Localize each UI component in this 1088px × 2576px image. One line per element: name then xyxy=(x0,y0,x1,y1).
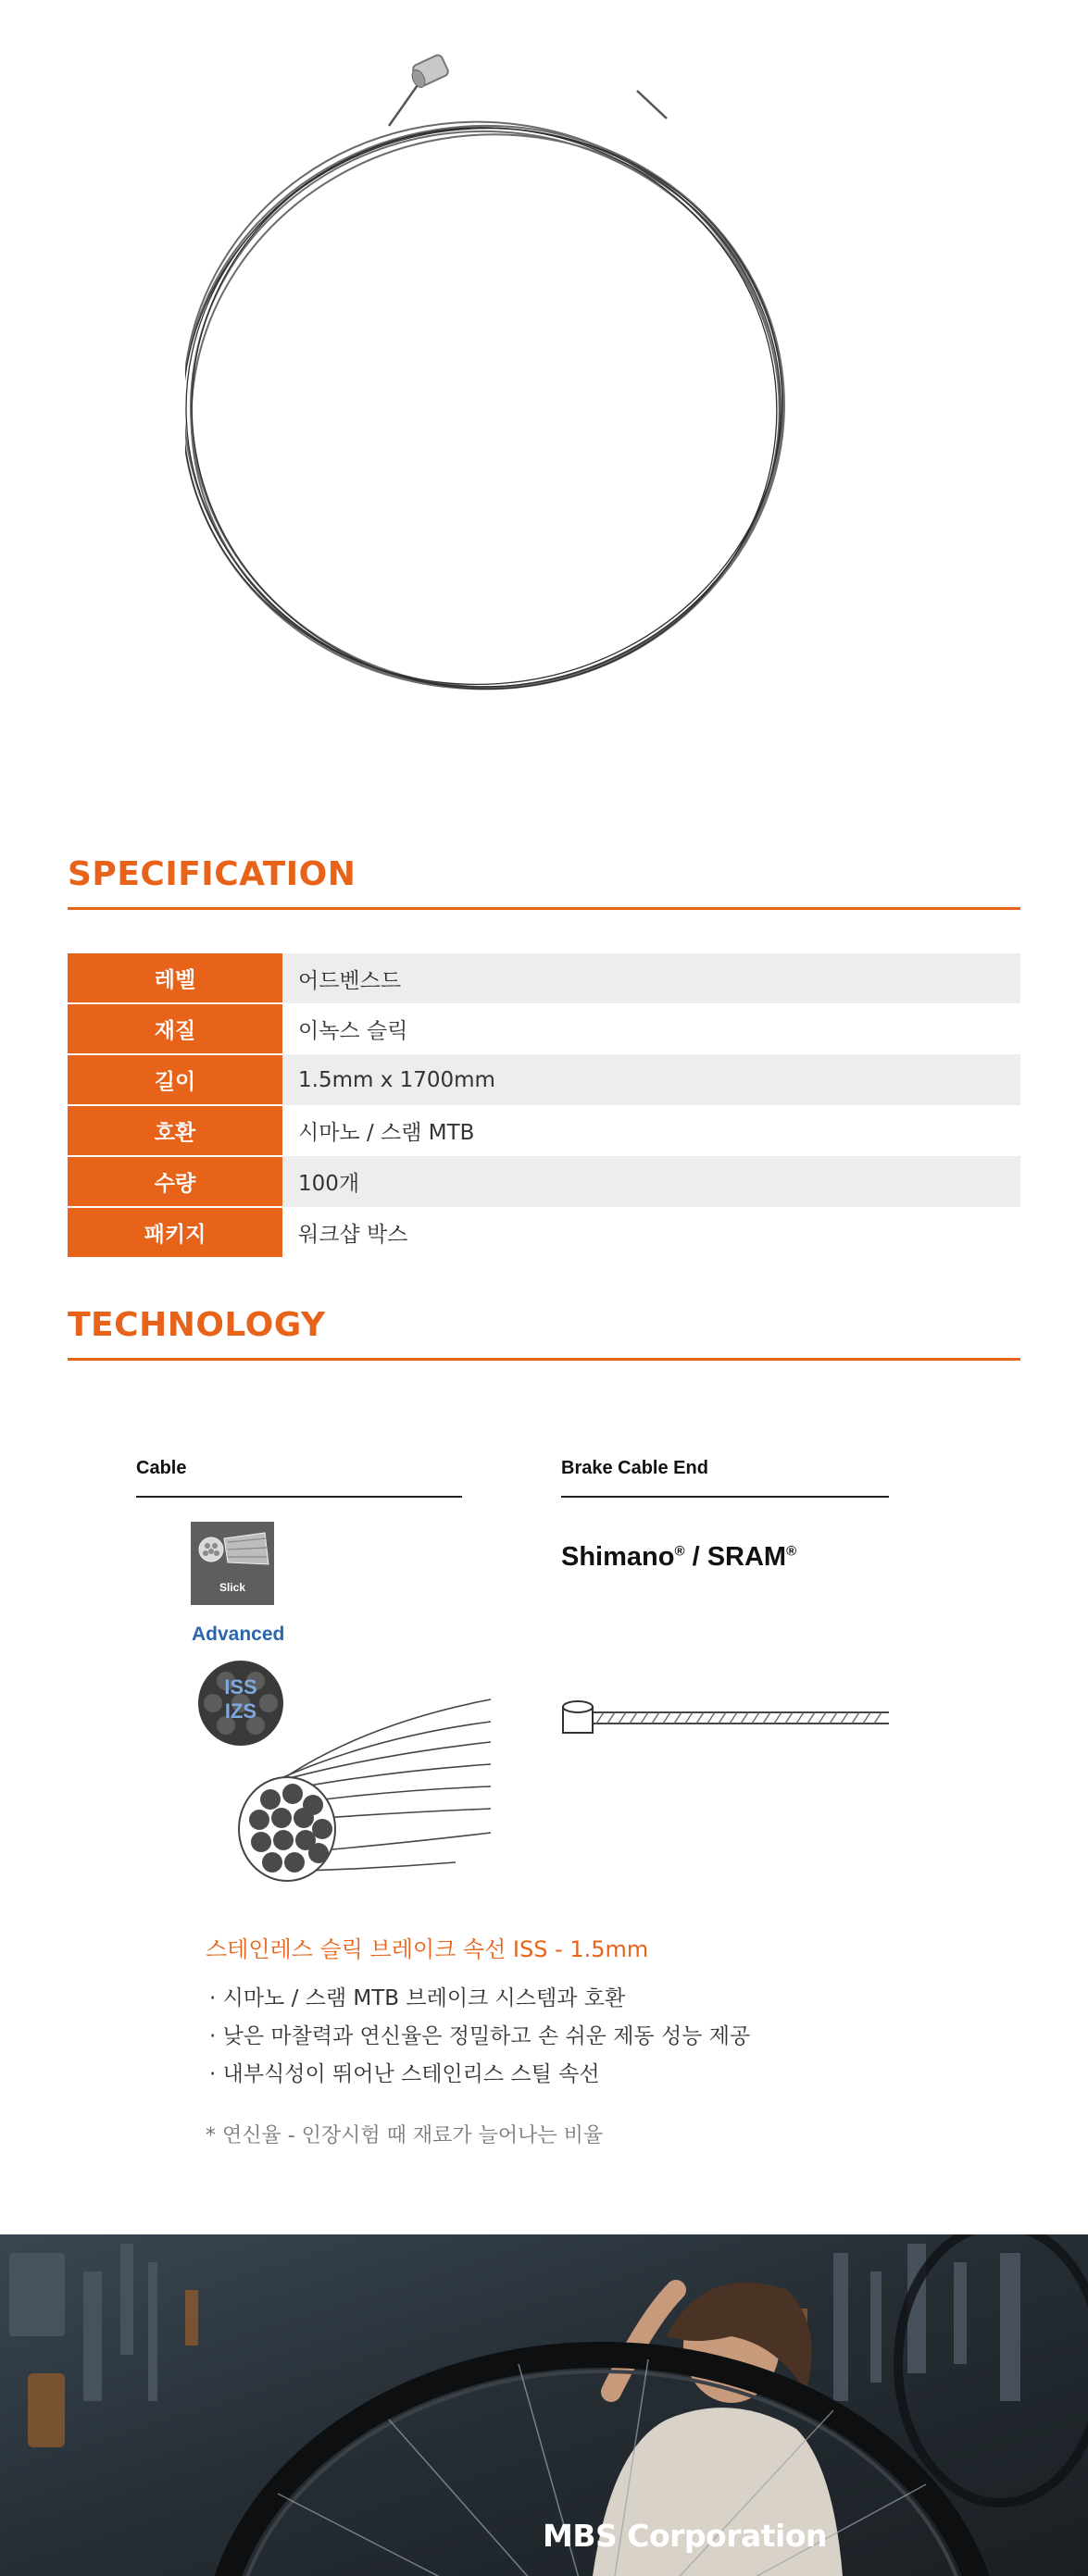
table-row xyxy=(68,953,1020,1003)
spec-label: 레벨 xyxy=(68,953,282,1003)
brand-shimano: Shimano xyxy=(561,1542,675,1572)
registered-mark: ® xyxy=(786,1543,797,1560)
table-row xyxy=(68,1054,1020,1105)
spec-value: 어드벤스드 xyxy=(282,953,1020,1003)
specification-divider xyxy=(68,907,1020,910)
registered-mark: ® xyxy=(674,1543,685,1560)
slick-badge-label: Slick xyxy=(219,1581,246,1594)
table-row xyxy=(68,1003,1020,1054)
spec-value: 워크샵 박스 xyxy=(282,1207,1020,1258)
specification-heading: SPECIFICATION xyxy=(68,855,356,893)
spec-value: 100개 xyxy=(282,1156,1020,1207)
table-row xyxy=(68,1207,1020,1258)
cable-end-barrel-icon xyxy=(409,54,449,90)
spec-label: 길이 xyxy=(68,1054,282,1105)
spec-value: 1.5mm x 1700mm xyxy=(282,1054,1020,1105)
spec-label: 호환 xyxy=(68,1105,282,1156)
slick-badge xyxy=(191,1522,274,1605)
footnote: * 연신율 - 인장시험 때 재료가 늘어나는 비율 xyxy=(206,2124,604,2147)
compatible-brands xyxy=(561,1542,796,1573)
iss-badge-bottom: IZS xyxy=(224,1699,257,1723)
list-item: · 낮은 마찰력과 연신율은 정밀하고 손 쉬운 제동 성능 제공 xyxy=(209,2024,751,2048)
cable-end-column-title: Brake Cable End xyxy=(561,1458,708,1478)
product-headline: 스테인레스 슬릭 브레이크 속선 ISS - 1.5mm xyxy=(206,1936,649,1962)
table-row xyxy=(68,1105,1020,1156)
technology-heading: TECHNOLOGY xyxy=(68,1306,326,1344)
table-row xyxy=(68,1156,1020,1207)
brand-separator: / xyxy=(684,1542,707,1572)
spec-value: 시마노 / 스램 MTB xyxy=(282,1105,1020,1156)
spec-label: 재질 xyxy=(68,1003,282,1054)
slick-cable-icon xyxy=(191,1522,274,1577)
cable-column-divider xyxy=(136,1496,462,1498)
spec-label: 수량 xyxy=(68,1156,282,1207)
list-item: · 시마노 / 스램 MTB 브레이크 시스템과 호환 xyxy=(209,1986,626,2010)
cable-end-column-divider xyxy=(561,1496,889,1498)
technology-divider xyxy=(68,1358,1020,1361)
feature-list xyxy=(209,1981,750,2095)
brand-sram: SRAM xyxy=(707,1542,787,1572)
cable-column-title: Cable xyxy=(136,1458,187,1478)
company-name: MBS Corporation xyxy=(543,2518,827,2554)
iss-badge-top: ISS xyxy=(224,1675,257,1699)
list-item: · 내부식성이 뛰어난 스테인리스 스틸 속선 xyxy=(209,2062,600,2086)
cable-end-barrel-icon xyxy=(559,1690,893,1746)
specification-table xyxy=(68,953,1020,1259)
spec-label: 패키지 xyxy=(68,1207,282,1258)
spec-value: 이녹스 슬릭 xyxy=(282,1003,1020,1054)
advanced-label: Advanced xyxy=(192,1624,285,1645)
cable-cross-section-icon xyxy=(233,1690,493,1885)
cable-coil-image xyxy=(185,37,852,722)
